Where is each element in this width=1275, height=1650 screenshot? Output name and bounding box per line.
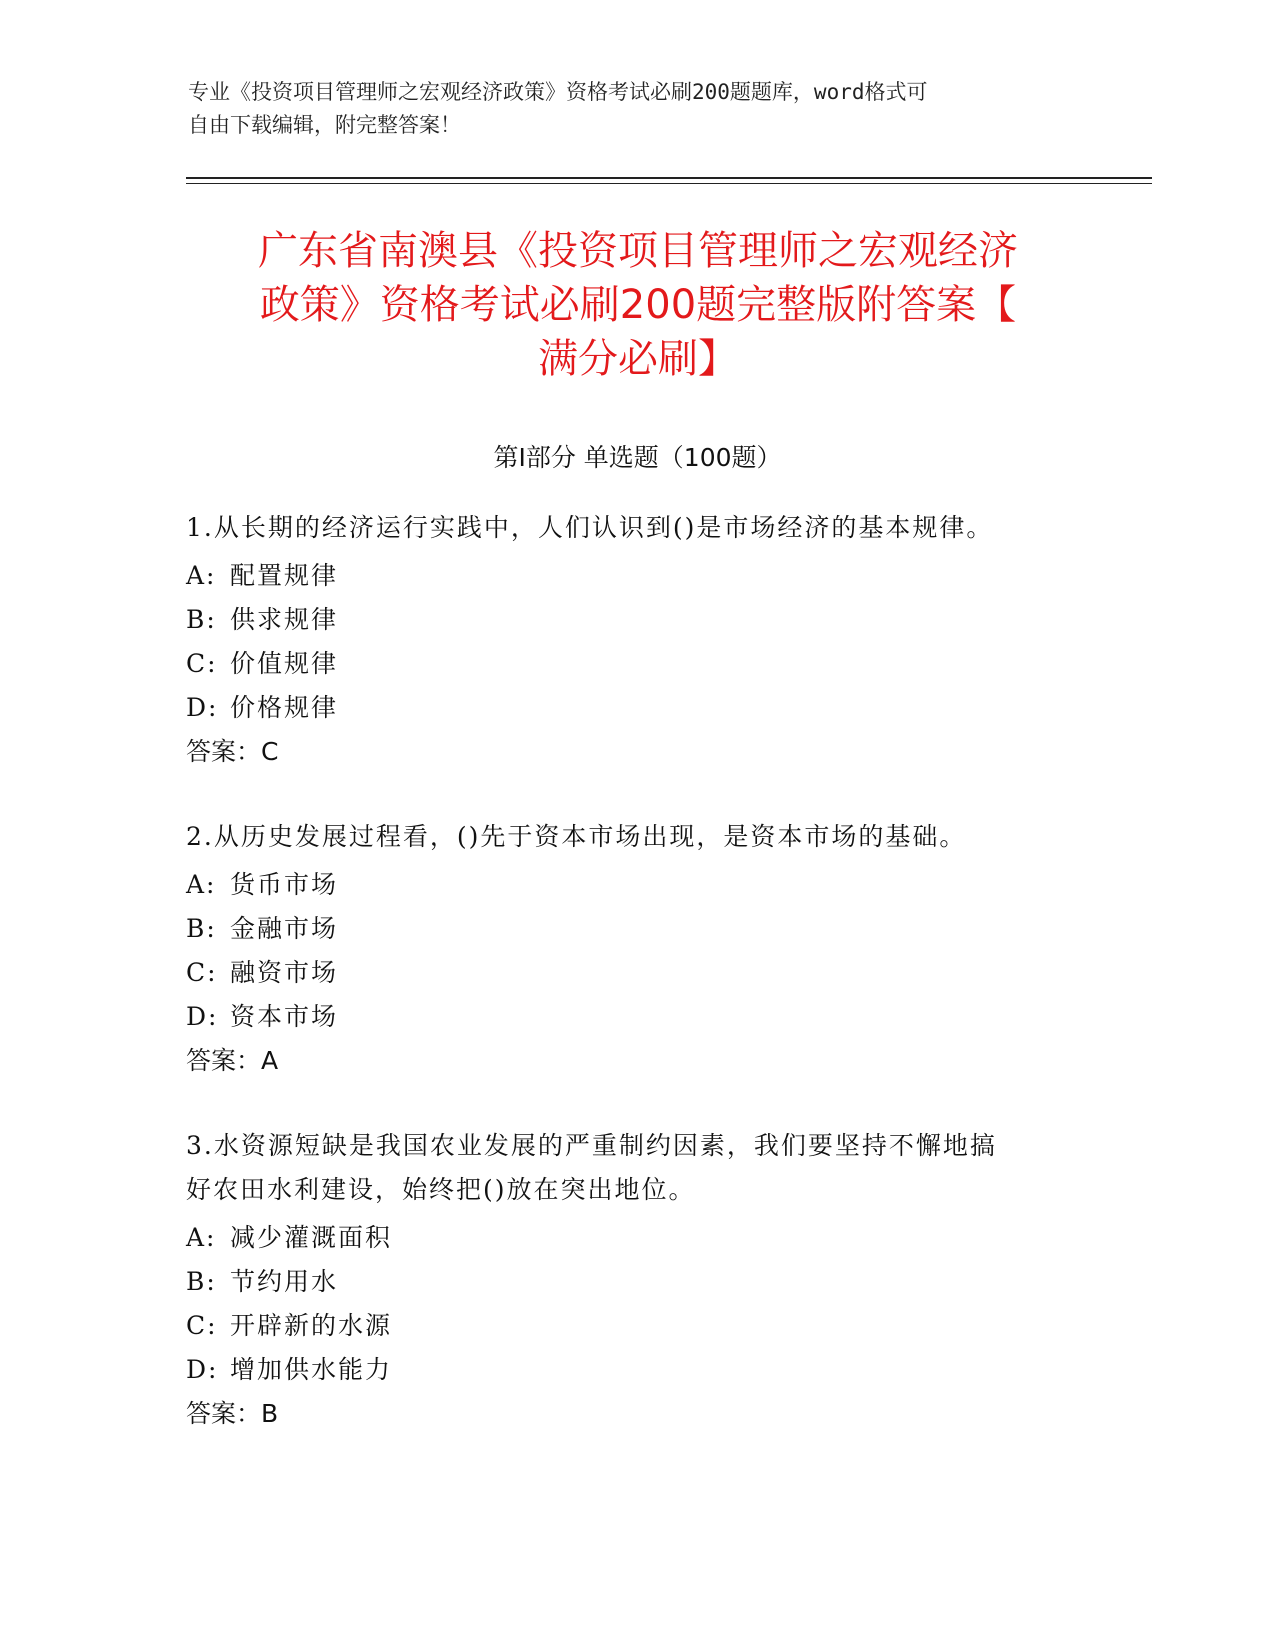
option-text: 金融市场	[230, 914, 339, 943]
question-text: 2.从历史发展过程看，()先于资本市场出现，是资本市场的基础。	[186, 822, 967, 851]
document-title	[188, 224, 1088, 386]
title-line-1: 广东省南澳县《投资项目管理师之宏观经济	[258, 228, 1018, 274]
option-text: 节约用水	[230, 1267, 339, 1296]
question-text: 1.从长期的经济运行实践中，人们认识到()是市场经济的基本规律。	[186, 513, 994, 542]
header-note-line-1: 专业《投资项目管理师之宏观经济政策》资格考试必刷200题题库，word格式可	[188, 80, 928, 104]
title-line-2: 政策》资格考试必刷200题完整版附答案【	[259, 282, 1017, 328]
option-text: 配置规律	[230, 561, 339, 590]
section-title: 第Ⅰ部分 单选题（100题）	[493, 443, 782, 472]
option-key: B:	[186, 914, 217, 943]
option-text: 货币市场	[230, 870, 339, 899]
header-divider-thick	[186, 177, 1152, 179]
option-text: 融资市场	[230, 958, 339, 987]
option-text: 价格规律	[230, 693, 339, 722]
option-text: 价值规律	[230, 649, 339, 678]
option-text: 资本市场	[230, 1002, 339, 1031]
header-divider-thin	[186, 183, 1152, 184]
option-text: 增加供水能力	[230, 1355, 393, 1384]
option-b	[186, 909, 338, 945]
question-text: 好农田水利建设，始终把()放在突出地位。	[186, 1175, 696, 1204]
option-key: C:	[186, 649, 218, 678]
document-header-note	[188, 76, 1068, 142]
option-text: 减少灌溉面积	[230, 1223, 393, 1252]
option-c	[186, 644, 338, 680]
answer: 答案：C	[186, 737, 279, 766]
option-d	[186, 1350, 392, 1386]
option-key: B:	[186, 1267, 217, 1296]
option-key: A:	[186, 870, 217, 899]
answer: 答案：B	[186, 1399, 279, 1428]
answer: 答案：A	[186, 1046, 279, 1075]
option-a	[186, 556, 338, 592]
option-d	[186, 997, 338, 1033]
option-key: D:	[186, 1002, 219, 1031]
option-text: 开辟新的水源	[230, 1311, 393, 1340]
option-key: D:	[186, 1355, 219, 1384]
option-key: A:	[186, 561, 217, 590]
header-note-line-2: 自由下载编辑，附完整答案！	[188, 113, 461, 137]
option-b	[186, 1262, 338, 1298]
option-b	[186, 600, 338, 636]
option-d	[186, 688, 338, 724]
option-key: C:	[186, 1311, 218, 1340]
option-a	[186, 865, 338, 901]
option-a	[186, 1218, 392, 1254]
option-key: B:	[186, 605, 217, 634]
question-text: 3.水资源短缺是我国农业发展的严重制约因素，我们要坚持不懈地搞	[186, 1131, 997, 1160]
title-line-3: 满分必刷】	[538, 336, 738, 382]
option-c	[186, 1306, 392, 1342]
option-key: C:	[186, 958, 218, 987]
option-key: A:	[186, 1223, 217, 1252]
option-c	[186, 953, 338, 989]
option-text: 供求规律	[230, 605, 339, 634]
option-key: D:	[186, 693, 219, 722]
